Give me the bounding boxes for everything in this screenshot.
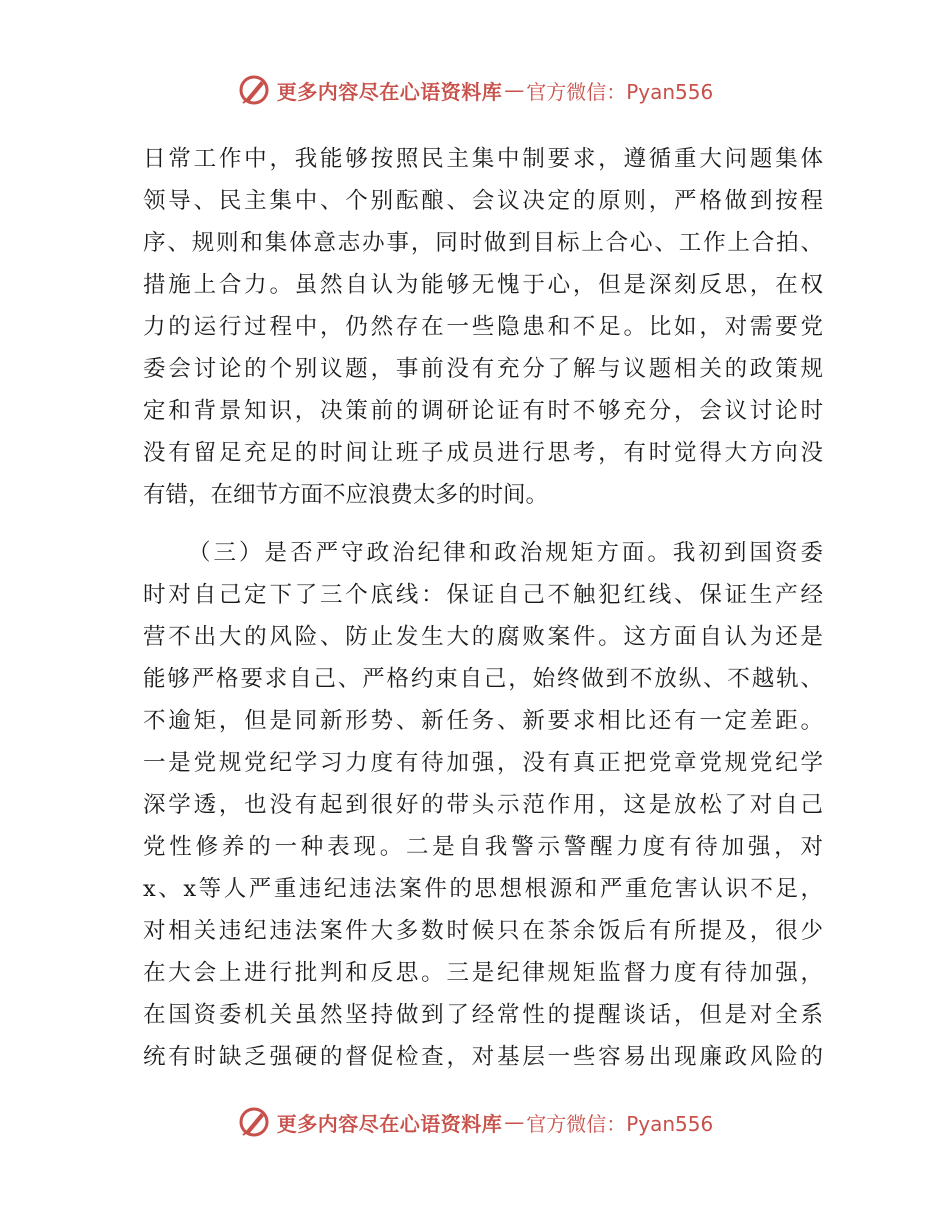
banner-label: 更多内容尽在心语资料库 xyxy=(276,79,503,104)
banner-wechat: 官方微信：Pyan556 xyxy=(526,79,714,104)
text-line: 委会讨论的个别议题，事前没有充分了解与议题相关的政策规 xyxy=(143,356,823,382)
text-line: x、x等人严重违纪违法案件的思想根源和严重危害认识不足， xyxy=(143,876,823,902)
pen-circle-logo-icon xyxy=(237,73,271,107)
pen-circle-logo-icon xyxy=(237,1105,271,1139)
text-line: 时对自己定下了三个底线：保证自己不触犯红线、保证生产经 xyxy=(143,582,823,608)
text-line: 没有留足充足的时间让班子成员进行思考，有时觉得大方向没 xyxy=(143,440,823,466)
text-line: 定和背景知识，决策前的调研论证有时不够充分，会议讨论时 xyxy=(143,398,823,424)
text-line: 党性修养的一种表现。二是自我警示警醒力度有待加强，对 xyxy=(143,834,823,860)
banner-label: 更多内容尽在心语资料库 xyxy=(276,1111,503,1136)
text-line: 一是党规党纪学习力度有待加强，没有真正把党章党规党纪学 xyxy=(143,750,823,776)
text-line: 能够严格要求自己、严格约束自己，始终做到不放纵、不越轨、 xyxy=(143,666,823,692)
text-line: 在国资委机关虽然坚持做到了经常性的提醒谈话，但是对全系 xyxy=(143,1002,823,1028)
text-line: 不逾矩，但是同新形势、新任务、新要求相比还有一定差距。 xyxy=(143,708,823,734)
text-line: 统有时缺乏强硬的督促检查，对基层一些容易出现廉政风险的 xyxy=(143,1044,823,1070)
banner-dash: — xyxy=(504,1110,525,1134)
paragraph-1 xyxy=(143,138,823,516)
text-line: （三）是否严守政治纪律和政治规矩方面。我初到国资委 xyxy=(188,540,823,566)
text-line: 措施上合力。虽然自认为能够无愧于心，但是深刻反思，在权 xyxy=(143,272,823,298)
text-line: 日常工作中，我能够按照民主集中制要求，遵循重大问题集体 xyxy=(143,146,823,172)
text-line: 力的运行过程中，仍然存在一些隐患和不足。比如，对需要党 xyxy=(143,314,823,340)
text-line: 在大会上进行批判和反思。三是纪律规矩监督力度有待加强， xyxy=(143,960,823,986)
banner-wechat: 官方微信：Pyan556 xyxy=(526,1111,714,1136)
text-line: 有错，在细节方面不应浪费太多的时间。 xyxy=(143,482,549,508)
footer-banner xyxy=(0,1100,950,1144)
paragraph-2 xyxy=(143,532,823,1078)
text-line: 深学透，也没有起到很好的带头示范作用，这是放松了对自己 xyxy=(143,792,823,818)
text-line: 营不出大的风险、防止发生大的腐败案件。这方面自认为还是 xyxy=(143,624,823,650)
text-line: 序、规则和集体意志办事，同时做到目标上合心、工作上合拍、 xyxy=(143,230,823,256)
header-banner xyxy=(0,68,950,112)
banner-dash: — xyxy=(504,78,525,102)
document-body xyxy=(143,138,823,1078)
text-line: 对相关违纪违法案件大多数时候只在茶余饭后有所提及，很少 xyxy=(143,918,823,944)
text-line: 领导、民主集中、个别酝酿、会议决定的原则，严格做到按程 xyxy=(143,188,823,214)
